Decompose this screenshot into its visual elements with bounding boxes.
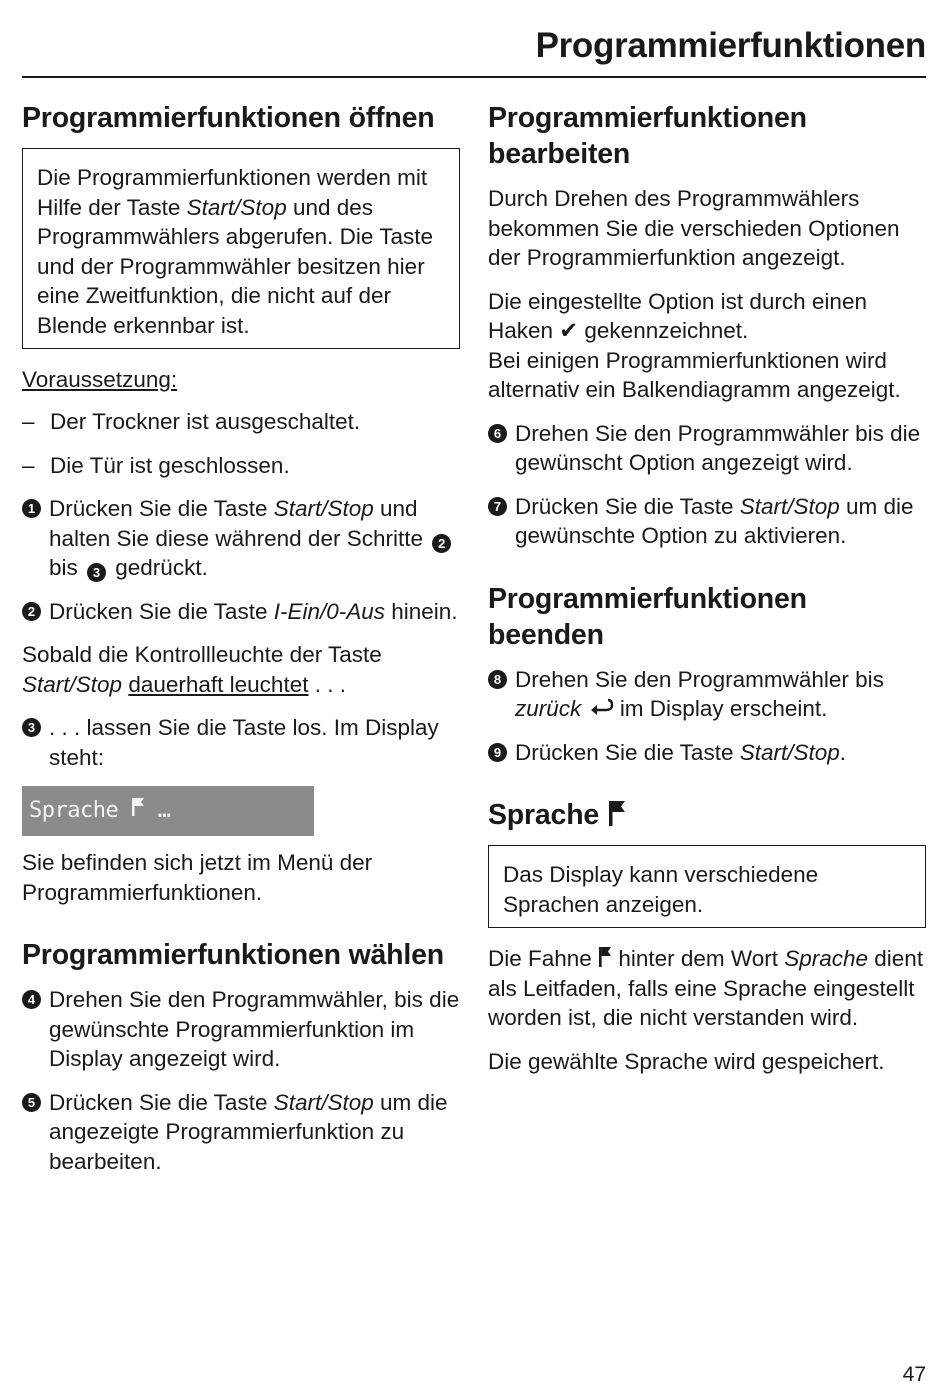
section-choose (22, 937, 460, 1176)
heading-end: Programmierfunktionen beenden (488, 582, 807, 651)
step-7: 7 Drücken Sie die Taste Start/Stop um die gewünschte Option zu aktivieren. (488, 492, 926, 551)
heading-language: Sprache (488, 797, 926, 833)
step-number: 1 (22, 499, 41, 518)
paragraph-edit-3: Bei einigen Programmierfunktionen wird alternativ ein Balkendiagramm angezeigt. (488, 347, 901, 402)
info-box-language: Das Display kann verschiedene Sprachen anzeigen. (488, 845, 926, 928)
paragraph-language-1: Die Fahne hinter dem Wort Sprache dient als Leitfaden, falls eine Sprache eingestellt worden ist, die nicht verstanden wird. (488, 946, 924, 1030)
return-arrow-icon (588, 698, 614, 718)
step-number: 4 (22, 990, 41, 1009)
step-6: 6 Drehen Sie den Programmwähler bis die gewünscht Option angezeigt wird. (488, 419, 926, 478)
step-4: 4 Drehen Sie den Programmwähler, bis die gewünschte Programmierfunktion im Display angezeigt wird. (22, 985, 460, 1074)
step-1: 1 Drücken Sie die Taste Start/Stop und halten Sie diese während der Schritte 2 bis 3 gedrückt. (22, 494, 460, 583)
display-screen: Sprache … (22, 786, 314, 836)
paragraph-language-2: Die gewählte Sprache wird gespeichert. (488, 1048, 885, 1074)
heading-open: Programmierfunktionen öffnen (22, 102, 435, 134)
paragraph-menu: Sie befinden sich jetzt im Menü der Programmierfunktionen. (22, 850, 373, 905)
flag-icon (607, 799, 627, 827)
step-number: 2 (22, 602, 41, 621)
step-3: 3 . . . lassen Sie die Taste los. Im Display steht: (22, 713, 460, 772)
info-box-text: Die Programmierfunktionen werden mit Hilfe der Taste Start/Stop und des Programmwählers abgerufen. Die Taste und der Programmwähler besitzen hier eine Zweitfunktion, die nicht auf der Blende erkennbar ist. (37, 165, 434, 338)
paragraph-edit-1: Durch Drehen des Programmwählers bekommen Sie die verschieden Optionen der Programmierfunktion angezeigt. (488, 186, 900, 270)
flag-icon (131, 797, 145, 817)
flag-icon (598, 946, 612, 968)
step-8: 8 Drehen Sie den Programmwähler bis zurück im Display erscheint. (488, 665, 926, 724)
list-item: – Der Trockner ist ausgeschaltet. (22, 409, 361, 434)
heading-edit: Programmierfunktionen bearbeiten (488, 102, 807, 170)
page-header (22, 22, 926, 78)
section-open (22, 100, 460, 907)
step-number: 8 (488, 670, 507, 689)
section-edit (488, 100, 926, 551)
step-2: 2 Drücken Sie die Taste I-Ein/0-Aus hinein. (22, 597, 460, 627)
heading-choose: Programmierfunktionen wählen (22, 939, 444, 971)
list-item: – Die Tür ist geschlossen. (22, 452, 290, 478)
section-language (488, 797, 926, 1076)
step-number: 9 (488, 743, 507, 762)
prerequisite-label: Voraussetzung: (22, 367, 178, 392)
right-column (488, 100, 926, 1102)
step-number: 5 (22, 1093, 41, 1112)
step-number: 7 (488, 497, 507, 516)
paragraph-edit-2: Die eingestellte Option ist durch einen Haken ✔ gekennzeichnet. (488, 288, 867, 343)
paragraph-sobald: Sobald die Kontrollleuchte der Taste Start/Stop dauerhaft leuchtet . . . (22, 642, 382, 697)
step-number: 6 (488, 424, 507, 443)
step-9: 9 Drücken Sie die Taste Start/Stop. (488, 738, 926, 768)
section-end (488, 581, 926, 768)
page-number: 47 (902, 1363, 926, 1386)
info-box-open (22, 148, 460, 349)
step-5: 5 Drücken Sie die Taste Start/Stop um die angezeigte Programmierfunktion zu bearbeiten. (22, 1088, 460, 1177)
checkmark-icon: ✔ (559, 318, 579, 343)
page-title: Programmierfunktionen (535, 26, 926, 65)
step-number: 3 (22, 718, 41, 737)
left-column (22, 100, 460, 1202)
